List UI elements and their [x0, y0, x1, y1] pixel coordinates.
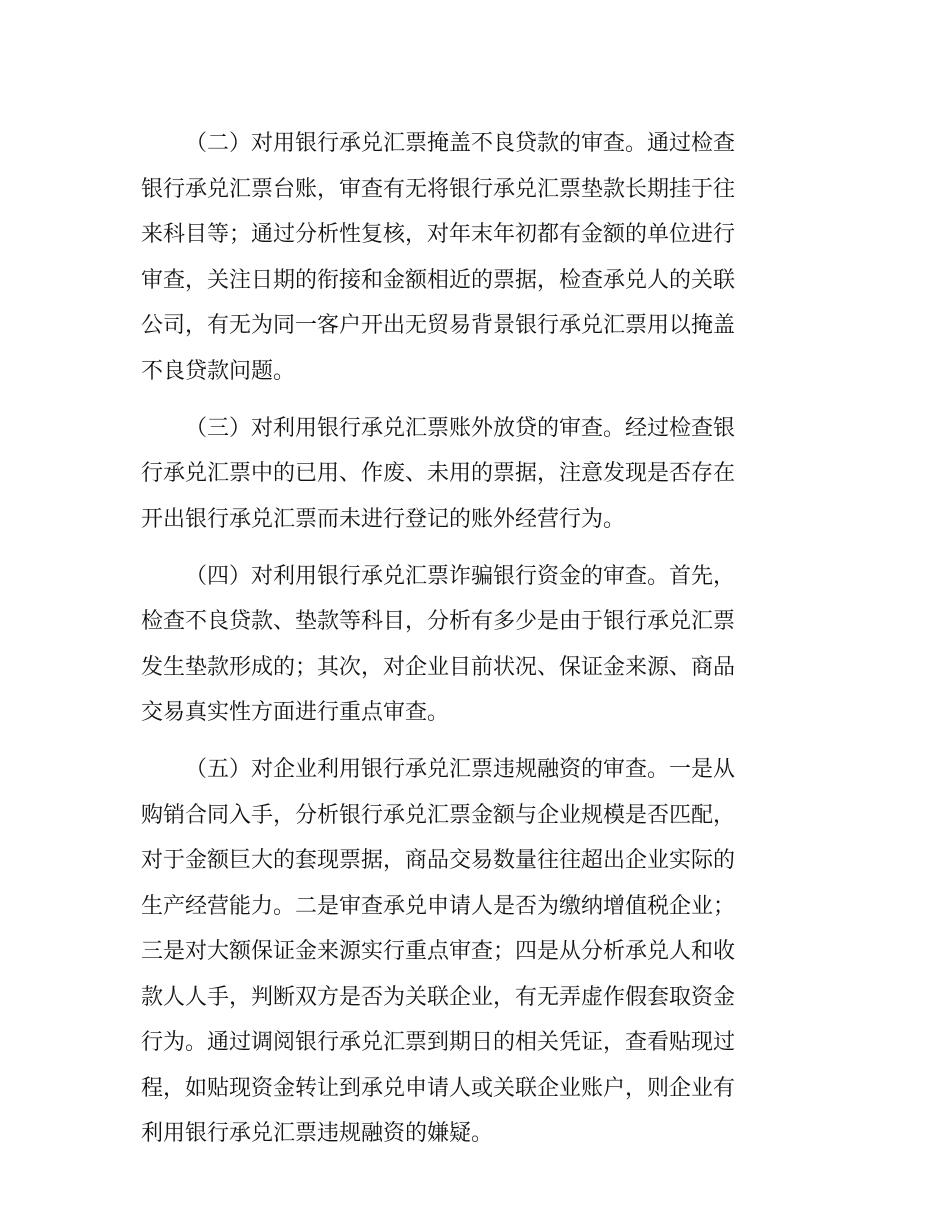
text-line: 银行承兑汇票台账，审查有无将银行承兑汇票垫款长期挂于往 — [141, 176, 736, 202]
text-line: 对于金额巨大的套现票据，商品交易数量往往超出企业实际的 — [141, 848, 736, 873]
document-body — [141, 121, 813, 1157]
text-line: 公司，有无为同一客户开出无贸易背景银行承兑汇票用以掩盖 — [141, 313, 736, 338]
text-line: 不良贷款问题。 — [141, 358, 296, 384]
text-line: （四）对利用银行承兑汇票诈骗银行资金的审查。首先， — [185, 563, 736, 589]
text-line: 发生垫款形成的；其次，对企业目前状况、保证金来源、商品 — [141, 654, 736, 680]
text-line: （五）对企业利用银行承兑汇票违规融资的审查。一是从 — [185, 757, 736, 782]
text-line: 三是对大额保证金来源实行重点审查；四是从分析承兑人和收 — [141, 939, 736, 964]
paragraph-gap — [141, 394, 813, 406]
text-line: （二）对用银行承兑汇票掩盖不良贷款的审查。通过检查 — [185, 131, 736, 156]
text-line: 来科目等；通过分析性复核，对年末年初都有金额的单位进行 — [141, 222, 736, 247]
paragraph-gap — [141, 736, 813, 748]
text-line: 审查，关注日期的衔接和金额相近的票据，检查承兑人的关联 — [141, 267, 736, 293]
paragraph-3 — [141, 406, 813, 543]
text-line: 程，如贴现资金转让到承兑申请人或关联企业账户，则企业有 — [141, 1075, 736, 1101]
text-line: 行承兑汇票中的已用、作废、未用的票据，注意发现是否存在 — [141, 461, 736, 486]
text-line: 交易真实性方面进行重点审查。 — [141, 700, 450, 725]
text-line: 检查不良贷款、垫款等科目，分析有多少是由于银行承兑汇票 — [141, 609, 736, 634]
text-line: 款人人手，判断双方是否为关联企业，有无弄虚作假套取资金 — [141, 984, 736, 1010]
paragraph-4 — [141, 554, 813, 736]
paragraph-gap — [141, 542, 813, 554]
text-line: 开出银行承兑汇票而未进行登记的账外经营行为。 — [141, 506, 626, 532]
text-line: 购销合同入手，分析银行承兑汇票金额与企业规模是否匹配， — [141, 802, 736, 828]
text-line: 利用银行承兑汇票违规融资的嫌疑。 — [141, 1121, 494, 1146]
paragraph-5 — [141, 747, 813, 1157]
text-line: （三）对利用银行承兑汇票账外放贷的审查。经过检查银 — [185, 415, 736, 441]
paragraph-2 — [141, 121, 813, 394]
text-line: 行为。通过调阅银行承兑汇票到期日的相关凭证，查看贴现过 — [141, 1030, 736, 1055]
text-line: 生产经营能力。二是审查承兑申请人是否为缴纳增值税企业； — [141, 893, 736, 919]
